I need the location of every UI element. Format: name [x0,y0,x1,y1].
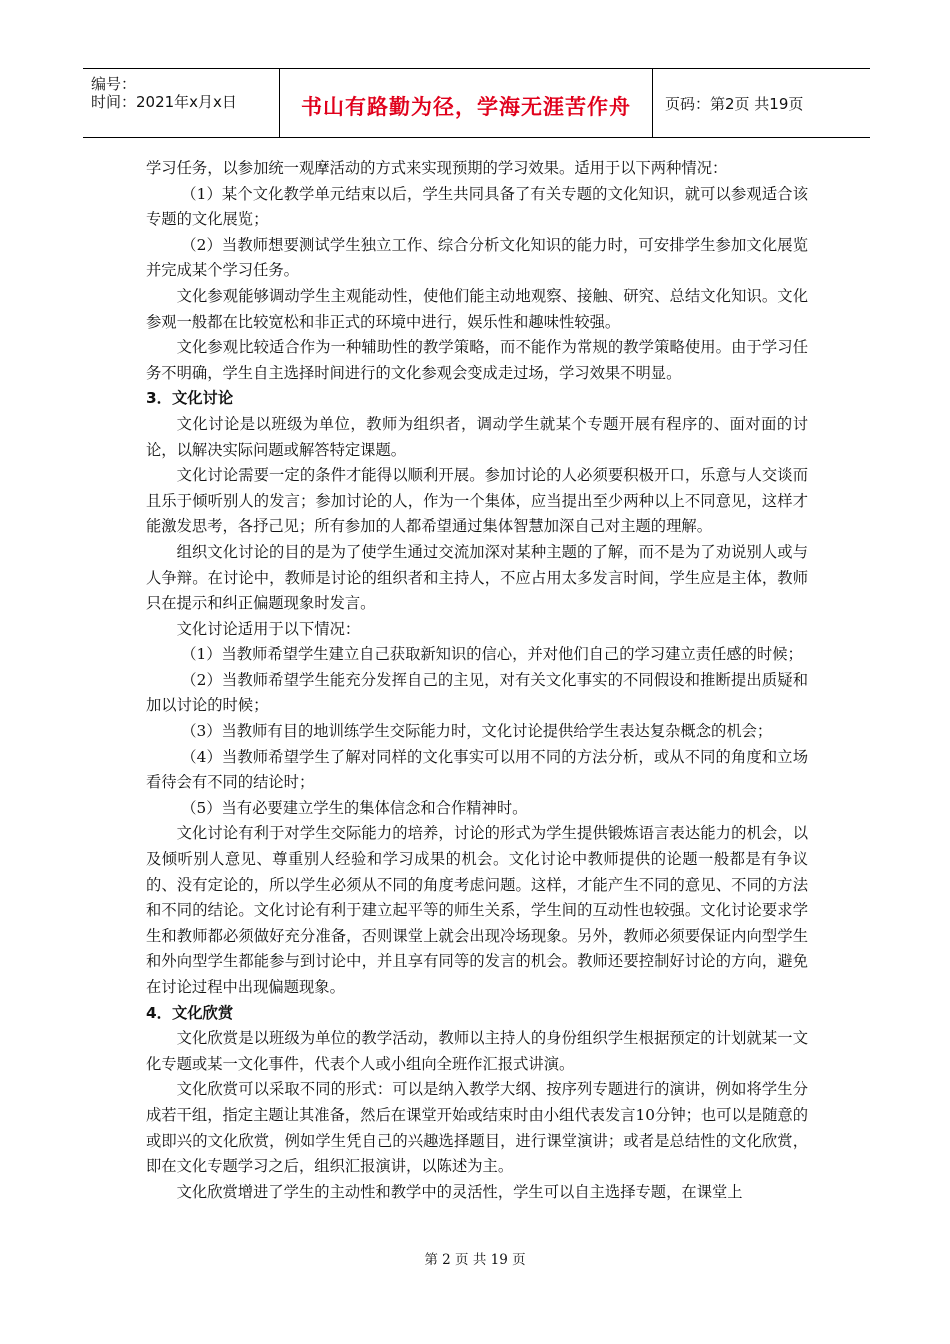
date-label: 时间：2021年x月x日 [91,93,237,111]
header-page-cell [653,69,870,137]
paragraph: 学习任务，以参加统一观摩活动的方式来实现预期的学习效果。适用于以下两种情况： [146,159,728,177]
section-heading: 3．文化讨论 [146,389,234,408]
paragraph: 文化讨论有利于对学生交际能力的培养，讨论的形式为学生提供锻炼语言表达能力的机会，以及倾听别人意见、尊重别人经验和学习成果的机会。文化讨论中教师提供的论题一般都是有争议的、没有定论的，所以学生必须从不同的角度考虑问题。这样，才能产生不同的意见、不同的方法和不同的结论。文化讨论有利于建立起平等的师生关系，学生间的互动性也较强。文化讨论要求学生和教师都必须做好充分准备，否则课堂上就会出现冷场现象。另外，教师必须要保证内向型学生和外向型学生都能参与到讨论中，并且享有同等的发言的机会。教师还要控制好讨论的方向，避免在讨论过程中出现偏题现象。 [146,824,808,996]
paragraph: 组织文化讨论的目的是为了使学生通过交流加深对某种主题的了解，而不是为了劝说别人或与人争辩。在讨论中，教师是讨论的组织者和主持人，不应占用太多发言时间，学生应是主体，教师只在提示和纠正偏题现象时发言。 [146,542,808,613]
page-label: 页码：第2页 共19页 [665,95,804,113]
list-item: （2）当教师希望学生能充分发挥自己的主见，对有关文化事实的不同假设和推断提出质疑和加以讨论的时候； [146,670,808,715]
list-item: （2）当教师想要测试学生独立工作、综合分析文化知识的能力时，可安排学生参加文化展览并完成某个学习任务。 [146,235,808,280]
number-label: 编号： [91,75,137,93]
paragraph: 文化欣赏可以采取不同的形式：可以是纳入教学大纲、按序列专题进行的演讲，例如将学生分成若干组，指定主题让其准备，然后在课堂开始或结束时由小组代表发言10分钟；也可以是随意的或即兴的文化欣赏，例如学生凭自己的兴趣选择题目，进行课堂演讲；或者是总结性的文化欣赏，即在文化专题学习之后，组织汇报演讲，以陈述为主。 [146,1080,808,1176]
page-header [83,68,870,138]
list-item: （5）当有必要建立学生的集体信念和合作精神时。 [181,798,528,817]
motto: 书山有路勤为径，学海无涯苦作舟 [301,95,631,119]
list-item: （1）当教师希望学生建立自己获取新知识的信心，并对他们自己的学习建立责任感的时候； [181,645,803,664]
paragraph: 文化参观比较适合作为一种辅助性的教学策略，而不能作为常规的教学策略使用。由于学习任务不明确，学生自主选择时间进行的文化参观会变成走过场，学习效果不明显。 [146,338,808,382]
paragraph: 文化欣赏增进了学生的主动性和教学中的灵活性，学生可以自主选择专题，在课堂上 [176,1182,743,1201]
document-body [146,156,808,1205]
list-item: （4）当教师希望学生了解对同样的文化事实可以用不同的方法分析，或从不同的角度和立场看待会有不同的结论时； [146,747,808,792]
paragraph: 文化欣赏是以班级为单位的教学活动，教师以主持人的身份组织学生根据预定的计划就某一文化专题或某一文化事件，代表个人或小组向全班作汇报式讲演。 [146,1029,808,1073]
list-item: （3）当教师有目的地训练学生交际能力时，文化讨论提供给学生表达复杂概念的机会； [181,722,773,741]
section-heading: 4．文化欣赏 [146,1003,234,1022]
header-meta-cell [83,69,280,137]
list-item: （1）某个文化教学单元结束以后，学生共同具备了有关专题的文化知识，就可以参观适合该专题的文化展览； [146,184,808,229]
paragraph: 文化讨论需要一定的条件才能得以顺利开展。参加讨论的人必须要积极开口，乐意与人交谈而且乐于倾听别人的发言；参加讨论的人，作为一个集体，应当提出至少两种以上不同意见，这样才能激发思考，各抒己见；所有参加的人都希望通过集体智慧加深自己对主题的理解。 [146,466,808,536]
paragraph: 文化参观能够调动学生主观能动性，使他们能主动地观察、接触、研究、总结文化知识。文化参观一般都在比较宽松和非正式的环境中进行，娱乐性和趣味性较强。 [146,286,808,331]
paragraph: 文化讨论适用于以下情况： [176,619,361,638]
header-motto-cell [280,69,653,137]
page-footer: 第 2 页 共 19 页 [424,1252,526,1268]
paragraph: 文化讨论是以班级为单位，教师为组织者，调动学生就某个专题开展有程序的、面对面的讨论，以解决实际问题或解答特定课题。 [146,414,808,459]
